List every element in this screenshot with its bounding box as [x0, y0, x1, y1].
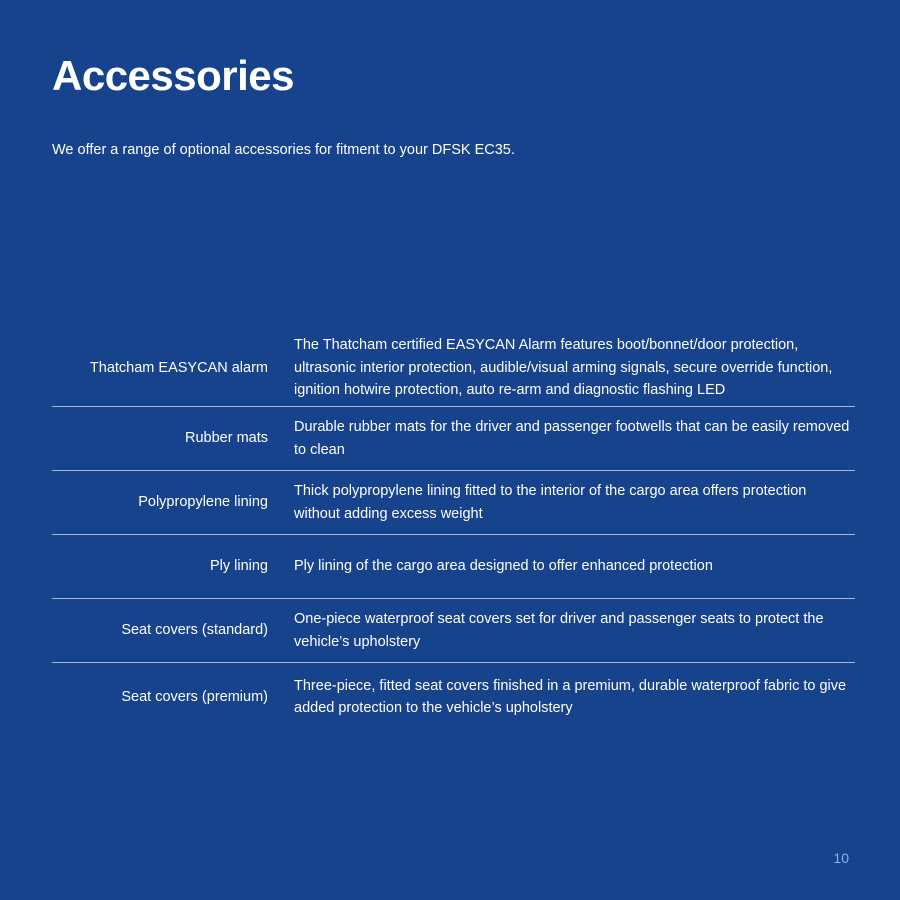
accessories-table [52, 330, 855, 731]
accessory-name: Ply lining [209, 558, 268, 575]
page-number: 10 [833, 850, 849, 866]
page-title: Accessories [52, 52, 295, 99]
accessory-row-rubber-mats [52, 407, 855, 471]
accessory-row-polypropylene-lining [52, 471, 855, 535]
accessory-description: Three-piece, fitted seat covers finished in a premium, durable waterproof fabric to give added protection to the vehicle’s upholstery [294, 677, 847, 716]
accessory-name: Seat covers (premium) [121, 688, 268, 705]
accessory-description: The Thatcham certified EASYCAN Alarm features boot/bonnet/door protection, ultrasonic interior protection, audible/visual arming signals, secure override function, ignition hotwire protection, auto re-arm and diagnostic flashing LED [294, 337, 833, 399]
accessory-description: Ply lining of the cargo area designed to offer enhanced protection [294, 558, 713, 575]
accessory-name: Polypropylene lining [138, 494, 268, 511]
accessory-row-ply-lining [52, 535, 855, 599]
intro-text: We offer a range of optional accessories for fitment to your DFSK EC35. [52, 142, 515, 158]
accessory-row-seat-covers-standard [52, 599, 855, 663]
accessory-description: One-piece waterproof seat covers set for driver and passenger seats to protect the vehicle’s upholstery [294, 611, 824, 650]
accessory-row-seat-covers-premium [52, 663, 855, 731]
accessory-name: Thatcham EASYCAN alarm [89, 359, 268, 376]
accessory-row-alarm [52, 330, 855, 407]
accessory-name: Rubber mats [184, 430, 268, 447]
accessory-name: Seat covers (standard) [121, 622, 268, 639]
accessory-description: Thick polypropylene lining fitted to the interior of the cargo area offers protection without adding excess weight [294, 483, 807, 522]
accessory-description: Durable rubber mats for the driver and passenger footwells that can be easily removed to clean [294, 419, 850, 458]
